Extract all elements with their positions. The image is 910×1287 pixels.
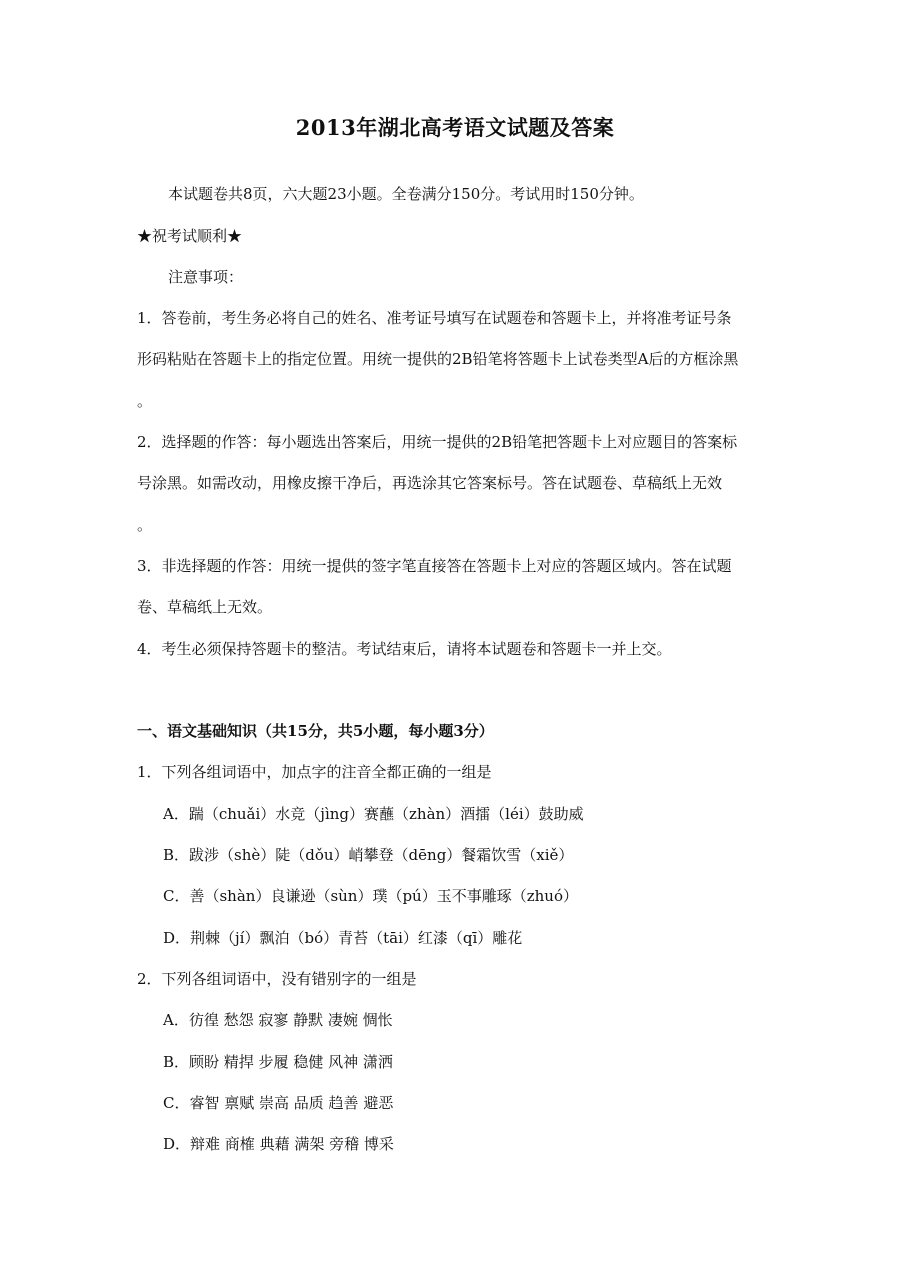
note-4-line-1: 4．考生必须保持答题卡的整洁。考试结束后，请将本试题卷和答题卡一并上交。 bbox=[137, 640, 672, 658]
section-heading: 一、语文基础知识（共15分，共5小题，每小题3分） bbox=[137, 722, 494, 740]
question-2-stem: 2．下列各组词语中，没有错别字的一组是 bbox=[137, 970, 417, 988]
question-1-option-b: B．跋涉（shè）陡（dǒu）峭攀登（dēng）餐霜饮雪（xiě） bbox=[163, 846, 574, 864]
note-1-line-2: 形码粘贴在答题卡上的指定位置。用统一提供的2B铅笔将答题卡上试卷类型A后的方框涂黑 bbox=[137, 350, 739, 368]
question-1-stem: 1．下列各组词语中，加点字的注音全都正确的一组是 bbox=[137, 763, 492, 781]
note-1-line-3: 。 bbox=[137, 392, 153, 410]
note-2-line-3: 。 bbox=[137, 516, 153, 534]
note-3-line-2: 卷、草稿纸上无效。 bbox=[137, 598, 273, 616]
note-2-line-1: 2．选择题的作答：每小题选出答案后，用统一提供的2B铅笔把答题卡上对应题目的答案标 bbox=[137, 433, 738, 451]
page-title: 2013年湖北高考语文试题及答案 bbox=[295, 115, 615, 140]
note-2-line-2: 号涂黑。如需改动，用橡皮擦干净后，再选涂其它答案标号。答在试题卷、草稿纸上无效 bbox=[137, 474, 723, 492]
question-1-option-a: A．踹（chuǎi）水竞（jìng）赛蘸（zhàn）酒擂（léi）鼓助威 bbox=[163, 805, 584, 823]
question-2-option-b: B．顾盼 精捍 步履 稳健 风神 潇洒 bbox=[163, 1053, 393, 1071]
notice-heading: 注意事项： bbox=[168, 268, 244, 286]
question-1-option-c: C．善（shàn）良谦逊（sùn）璞（pú）玉不事雕琢（zhuó） bbox=[163, 887, 578, 905]
question-2-option-c: C．睿智 禀赋 崇高 品质 趋善 避恶 bbox=[163, 1094, 394, 1112]
note-1-line-1: 1．答卷前，考生务必将自己的姓名、准考证号填写在试题卷和答题卡上，并将准考证号条 bbox=[137, 309, 732, 327]
question-2-option-a: A．彷徨 愁怨 寂寥 静默 凄婉 惆怅 bbox=[163, 1011, 393, 1029]
note-3-line-1: 3．非选择题的作答：用统一提供的签字笔直接答在答题卡上对应的答题区域内。答在试题 bbox=[137, 557, 732, 575]
intro-text: 本试题卷共8页，六大题23小题。全卷满分150分。考试用时150分钟。 bbox=[168, 185, 644, 203]
question-2-option-d: D．辩难 商榷 典藉 满架 旁稽 博采 bbox=[163, 1135, 394, 1153]
question-1-option-d: D．荆棘（jí）飘泊（bó）青苔（tāi）红漆（qī）雕花 bbox=[163, 929, 523, 947]
exam-wish: ★祝考试顺利★ bbox=[137, 227, 243, 245]
